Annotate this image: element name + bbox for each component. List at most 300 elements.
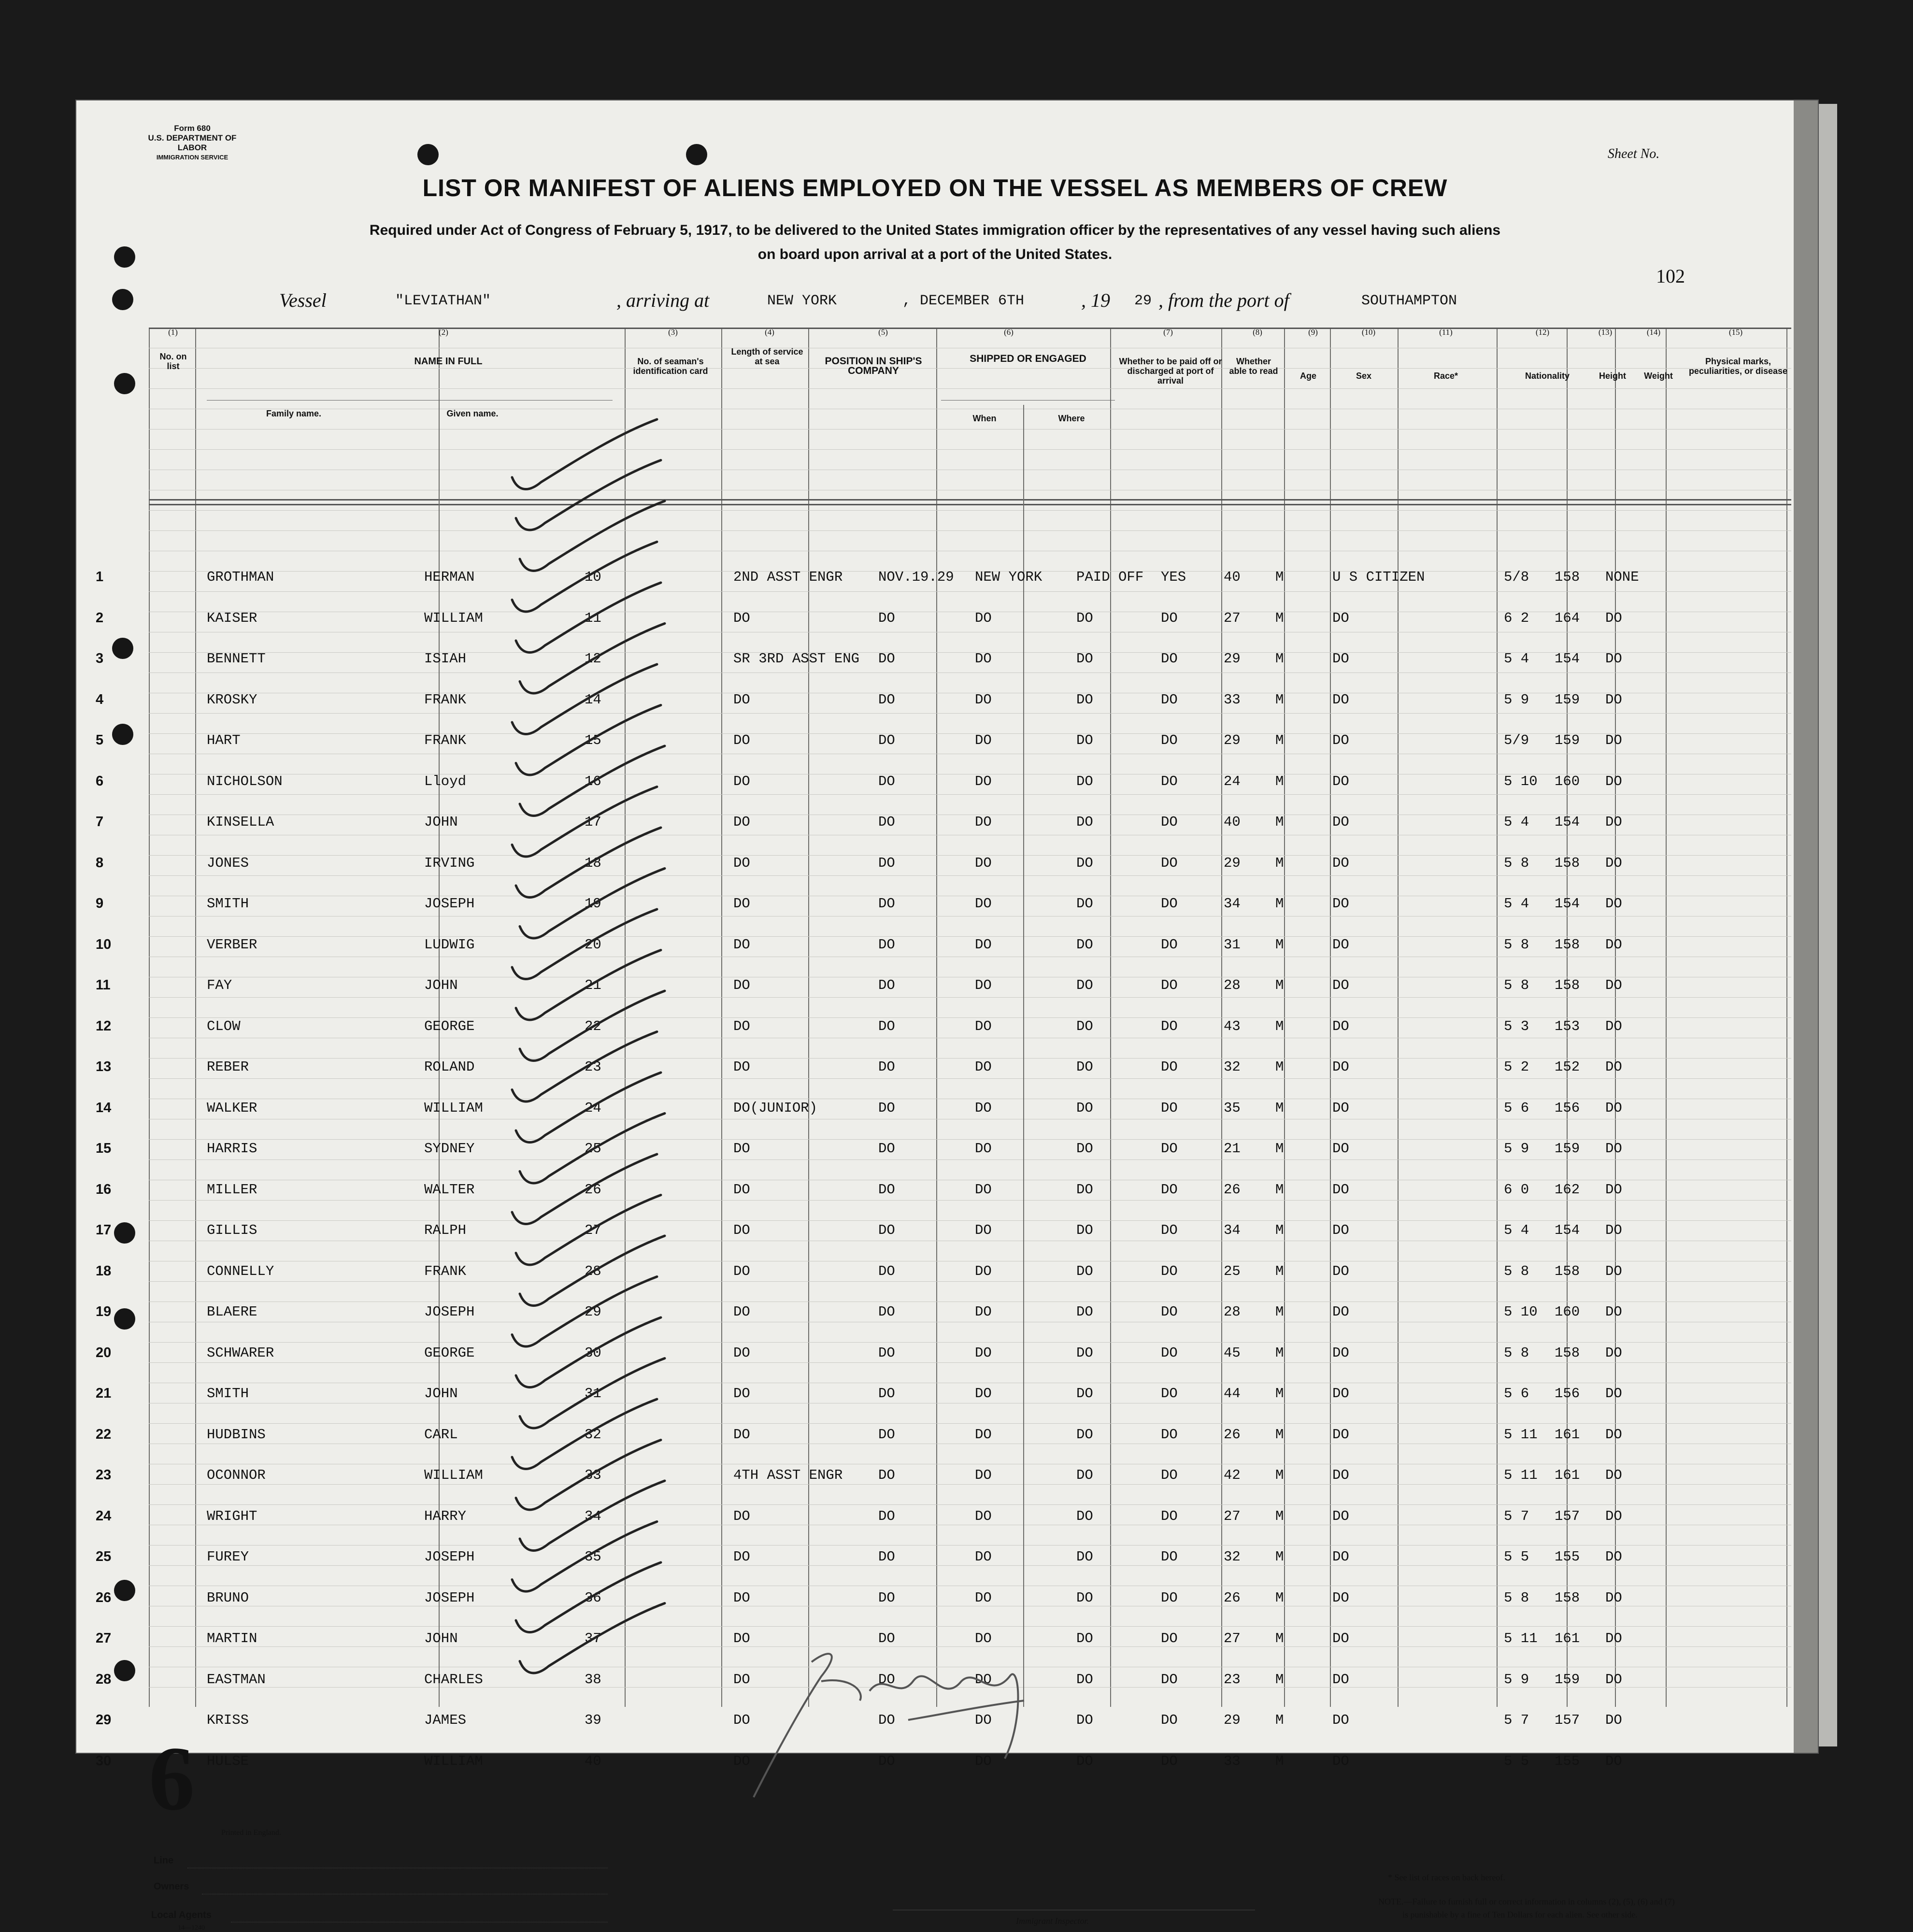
check-marks: [512, 419, 665, 1673]
cell-position: DO: [733, 610, 750, 626]
check-mark: [516, 705, 661, 775]
cell-paid: DO: [1076, 977, 1093, 993]
year-prefix: , 19: [1081, 289, 1110, 311]
printed-in-england: Printed in England.: [221, 1829, 281, 1837]
cell-paid: DO: [1076, 1304, 1093, 1320]
cell-paid: DO: [1076, 1426, 1093, 1443]
cell-family: CLOW: [207, 1018, 241, 1034]
cell-where: DO: [975, 977, 992, 993]
cell-read: DO: [1161, 1671, 1178, 1688]
cell-paid: PAID OFF: [1076, 569, 1144, 585]
cell-given: RALPH: [424, 1222, 467, 1238]
departure-port: SOUTHAMPTON: [1361, 293, 1457, 309]
cell-given: JAMES: [424, 1712, 467, 1728]
cell-read: DO: [1161, 1712, 1178, 1728]
cell-family: FAY: [207, 977, 232, 993]
cell-sex: M: [1275, 1549, 1284, 1565]
cell-family: HULSE: [207, 1753, 249, 1769]
cell-race: DO: [1332, 651, 1349, 667]
cell-sex: M: [1275, 1671, 1284, 1688]
cell-height: 5 8: [1504, 1263, 1529, 1279]
cell-family: FUREY: [207, 1549, 249, 1565]
cell-weight: 158: [1555, 1589, 1580, 1606]
cell-position: DO: [733, 814, 750, 830]
col-num-14: (14): [1646, 328, 1661, 337]
check-mark: [520, 1114, 665, 1183]
cell-marks: DO: [1605, 1426, 1622, 1443]
cell-marks: DO: [1605, 1018, 1622, 1034]
header-given-name: Given name.: [446, 409, 499, 418]
cell-position: DO: [733, 1631, 750, 1646]
race-footnote: * See list of races on back hereof.: [1388, 1873, 1505, 1882]
cell-when: DO: [878, 1467, 895, 1483]
cell-race: DO: [1332, 773, 1349, 789]
cell-where: DO: [975, 1222, 992, 1238]
header-paid-off: Whether to be paid off or discharged at port of arrival: [1119, 357, 1222, 386]
cell-age: 33: [1224, 1753, 1241, 1769]
cell-no: 3: [96, 651, 104, 666]
cell-read: DO: [1161, 896, 1178, 912]
cell-weight: 160: [1555, 1304, 1580, 1320]
cell-no: 26: [96, 1589, 112, 1605]
header-able-read: Whether able to read: [1229, 357, 1278, 376]
requirement-line-2: on board upon arrival at a port of the United States.: [757, 246, 1113, 262]
cell-no: 5: [96, 732, 104, 748]
cell-where: DO: [975, 1263, 992, 1279]
cell-age: 45: [1224, 1345, 1241, 1361]
cell-where: DO: [975, 1426, 992, 1443]
cell-where: DO: [975, 1100, 992, 1116]
cell-family: BENNETT: [207, 651, 266, 667]
cell-card: 10: [585, 569, 601, 585]
cell-family: BLAERE: [207, 1304, 257, 1320]
header-shipped-engaged: SHIPPED OR ENGAGED: [970, 353, 1086, 364]
cell-card: 36: [585, 1589, 601, 1606]
col-num-12: (12): [1535, 328, 1550, 337]
cell-no: 12: [96, 1018, 112, 1034]
col-num-4: (4): [765, 328, 774, 337]
cell-read: DO: [1161, 1059, 1178, 1075]
cell-race: DO: [1332, 1263, 1349, 1279]
cell-weight: 158: [1555, 936, 1580, 953]
cell-race: DO: [1332, 1712, 1349, 1728]
cell-race: DO: [1332, 691, 1349, 708]
cell-race: DO: [1332, 1386, 1349, 1402]
cell-weight: 158: [1555, 855, 1580, 871]
cell-paid: DO: [1076, 1222, 1093, 1238]
cell-paid: DO: [1076, 936, 1093, 953]
cell-age: 40: [1224, 569, 1241, 585]
cell-age: 27: [1224, 610, 1241, 626]
cell-sex: M: [1275, 1141, 1284, 1157]
cell-height: 5 11: [1504, 1467, 1538, 1483]
inspector-signature: [754, 1654, 1024, 1797]
cell-sex: M: [1275, 1059, 1284, 1075]
cell-sex: M: [1275, 977, 1284, 993]
cell-height: 5 10: [1504, 773, 1538, 789]
cell-read: DO: [1161, 814, 1178, 830]
cell-height: 5 10: [1504, 1304, 1538, 1320]
cell-when: DO: [878, 1222, 895, 1238]
cell-no: 21: [96, 1386, 112, 1401]
cell-given: WILLIAM: [424, 610, 483, 626]
cell-read: DO: [1161, 773, 1178, 789]
header-position: POSITION IN SHIP'S COMPANY: [825, 356, 922, 376]
check-mark: [516, 1195, 661, 1265]
cell-marks: DO: [1605, 1345, 1622, 1361]
sheet-mark: 6: [149, 1728, 195, 1830]
cell-when: DO: [878, 1549, 895, 1565]
cell-family: KINSELLA: [207, 814, 274, 830]
cell-card: 33: [585, 1467, 601, 1483]
cell-paid: DO: [1076, 1386, 1093, 1402]
immigrant-inspector-label: Immigrant Inspector.: [1016, 1916, 1089, 1926]
cell-when: DO: [878, 691, 895, 708]
cell-read: DO: [1161, 1222, 1178, 1238]
cell-marks: DO: [1605, 936, 1622, 953]
cell-position: DO: [733, 1059, 750, 1075]
cell-card: 32: [585, 1426, 601, 1443]
cell-race: DO: [1332, 896, 1349, 912]
cell-marks: DO: [1605, 1222, 1622, 1238]
check-mark: [520, 1603, 665, 1673]
header-name-in-full: NAME IN FULL: [414, 356, 483, 367]
cell-when: DO: [878, 1345, 895, 1361]
cell-when: DO: [878, 1141, 895, 1157]
arrival-date: , DECEMBER 6TH: [902, 293, 1025, 309]
cell-position: DO: [733, 1671, 750, 1688]
cell-where: DO: [975, 1753, 992, 1769]
cell-position: DO: [733, 855, 750, 871]
cell-age: 42: [1224, 1467, 1241, 1483]
cell-no: 15: [96, 1141, 112, 1156]
cell-given: CARL: [424, 1426, 458, 1443]
cell-age: 44: [1224, 1386, 1241, 1402]
cell-no: 30: [96, 1753, 112, 1769]
cell-weight: 161: [1555, 1467, 1580, 1483]
cell-family: SMITH: [207, 896, 249, 912]
cell-no: 14: [96, 1100, 112, 1116]
cell-paid: DO: [1076, 1712, 1093, 1728]
cell-when: DO: [878, 1304, 895, 1320]
header-race: Race*: [1433, 371, 1458, 381]
cell-marks: DO: [1605, 1631, 1622, 1646]
cell-card: 34: [585, 1508, 601, 1524]
service-name: IMMIGRATION SERVICE: [156, 154, 228, 161]
cell-marks: DO: [1605, 1753, 1622, 1769]
cell-read: DO: [1161, 610, 1178, 626]
cell-sex: M: [1275, 1386, 1284, 1402]
cell-weight: 152: [1555, 1059, 1580, 1075]
from-port-label: , from the port of: [1158, 289, 1289, 311]
cell-paid: DO: [1076, 1181, 1093, 1198]
cell-when: DO: [878, 732, 895, 748]
cell-given: JOHN: [424, 1386, 458, 1402]
cell-sex: M: [1275, 1304, 1284, 1320]
cell-height: 5 8: [1504, 1345, 1529, 1361]
cell-card: 22: [585, 1018, 601, 1034]
cell-weight: 154: [1555, 896, 1580, 912]
cell-marks: DO: [1605, 1712, 1622, 1728]
cell-weight: 153: [1555, 1018, 1580, 1034]
cell-paid: DO: [1076, 1631, 1093, 1646]
cell-given: WALTER: [424, 1181, 475, 1198]
local-agents-label: Local Agents: [151, 1910, 212, 1920]
cell-position: DO: [733, 896, 750, 912]
cell-card: 11: [585, 610, 601, 626]
cell-given: GEORGE: [424, 1018, 475, 1034]
department-name: U.S. DEPARTMENT OF LABOR: [148, 133, 237, 152]
col-num-11: (11): [1439, 328, 1453, 337]
cell-sex: M: [1275, 855, 1284, 871]
cell-family: HUDBINS: [207, 1426, 266, 1443]
cell-family: BRUNO: [207, 1589, 249, 1606]
cell-where: DO: [975, 855, 992, 871]
cell-given: HARRY: [424, 1508, 467, 1524]
col-num-2: (2): [439, 328, 448, 337]
cell-read: DO: [1161, 1467, 1178, 1483]
check-mark: [516, 1073, 661, 1142]
cell-read: DO: [1161, 1426, 1178, 1443]
cell-given: FRANK: [424, 691, 467, 708]
cell-card: 19: [585, 896, 601, 912]
cell-when: DO: [878, 1631, 895, 1646]
cell-read: DO: [1161, 691, 1178, 708]
cell-read: YES: [1161, 569, 1186, 585]
cell-no: 19: [96, 1304, 112, 1319]
arriving-label: , arriving at: [616, 289, 710, 311]
cell-marks: DO: [1605, 610, 1622, 626]
cell-where: DO: [975, 1712, 992, 1728]
cell-when: DO: [878, 651, 895, 667]
cell-card: 39: [585, 1712, 601, 1728]
cell-sex: M: [1275, 1753, 1284, 1769]
cell-where: DO: [975, 651, 992, 667]
cell-race: DO: [1332, 1589, 1349, 1606]
cell-card: 16: [585, 773, 601, 789]
penalty-note-line-2: is punishable by a fine of Ten Dollars for each alien. See other side.: [1402, 1910, 1638, 1919]
header-sex: Sex: [1356, 371, 1372, 381]
cell-age: 29: [1224, 1712, 1241, 1728]
cell-height: 5 8: [1504, 936, 1529, 953]
cell-marks: DO: [1605, 1059, 1622, 1075]
cell-read: DO: [1161, 977, 1178, 993]
cell-sex: M: [1275, 1589, 1284, 1606]
header-length-service: Length of service at sea: [731, 347, 803, 366]
cell-when: DO: [878, 977, 895, 993]
cell-position: DO: [733, 1345, 750, 1361]
cell-sex: M: [1275, 1631, 1284, 1646]
cell-position: DO: [733, 1141, 750, 1157]
check-mark: [516, 950, 661, 1020]
cell-no: 22: [96, 1426, 112, 1442]
cell-height: 5/9: [1504, 732, 1529, 748]
cell-height: 5 11: [1504, 1426, 1538, 1443]
cell-read: DO: [1161, 651, 1178, 667]
cell-where: DO: [975, 1181, 992, 1198]
cell-height: 5 9: [1504, 691, 1529, 708]
cell-race: DO: [1332, 1345, 1349, 1361]
cell-position: DO: [733, 732, 750, 748]
cell-position: DO: [733, 1508, 750, 1524]
cell-given: GEORGE: [424, 1345, 475, 1361]
cell-paid: DO: [1076, 1467, 1093, 1483]
cell-weight: 155: [1555, 1753, 1580, 1769]
cell-given: HERMAN: [424, 569, 475, 585]
header-weight: Weight: [1644, 371, 1673, 381]
cell-sex: M: [1275, 610, 1284, 626]
cell-race: DO: [1332, 814, 1349, 830]
cell-paid: DO: [1076, 1345, 1093, 1361]
cell-no: 17: [96, 1222, 112, 1238]
cell-given: JOSEPH: [424, 1589, 475, 1606]
cell-marks: DO: [1605, 691, 1622, 708]
cell-where: DO: [975, 896, 992, 912]
check-mark: [512, 664, 657, 734]
cell-when: DO: [878, 855, 895, 871]
cell-no: 16: [96, 1181, 112, 1197]
check-mark: [512, 787, 657, 857]
check-mark: [512, 1522, 657, 1591]
cell-marks: DO: [1605, 1549, 1622, 1565]
cell-where: DO: [975, 732, 992, 748]
cell-race: DO: [1332, 1508, 1349, 1524]
cell-card: 35: [585, 1549, 601, 1565]
cell-family: NICHOLSON: [207, 773, 283, 789]
cell-paid: DO: [1076, 1671, 1093, 1688]
cell-read: DO: [1161, 1304, 1178, 1320]
cell-marks: DO: [1605, 1304, 1622, 1320]
check-mark: [512, 1277, 657, 1346]
header-when: When: [972, 414, 997, 423]
check-mark: [516, 1440, 661, 1510]
cell-no: 13: [96, 1059, 112, 1074]
cell-card: 12: [585, 651, 601, 667]
cell-position: DO: [733, 1263, 750, 1279]
cell-read: DO: [1161, 1018, 1178, 1034]
cell-where: DO: [975, 1141, 992, 1157]
cell-height: 5 7: [1504, 1712, 1529, 1728]
cell-given: JOHN: [424, 814, 458, 830]
cell-card: 31: [585, 1386, 601, 1402]
cell-marks: DO: [1605, 773, 1622, 789]
cell-where: NEW YORK: [975, 569, 1042, 585]
cell-card: 18: [585, 855, 601, 871]
cell-weight: 158: [1555, 1263, 1580, 1279]
cell-read: DO: [1161, 1141, 1178, 1157]
cell-marks: DO: [1605, 1671, 1622, 1688]
cell-no: 7: [96, 814, 104, 830]
cell-no: 10: [96, 936, 112, 952]
cell-paid: DO: [1076, 1549, 1093, 1565]
cell-weight: 159: [1555, 732, 1580, 748]
cell-when: DO: [878, 1589, 895, 1606]
cell-sex: M: [1275, 936, 1284, 953]
cell-race: DO: [1332, 1018, 1349, 1034]
check-mark: [520, 991, 665, 1060]
cell-age: 33: [1224, 691, 1241, 708]
arrival-port: NEW YORK: [767, 293, 837, 309]
cell-card: 20: [585, 936, 601, 953]
cell-race: DO: [1332, 1671, 1349, 1688]
cell-height: 6 2: [1504, 610, 1529, 626]
check-mark: [512, 542, 657, 612]
cell-marks: DO: [1605, 1141, 1622, 1157]
cell-marks: DO: [1605, 732, 1622, 748]
cell-when: DO: [878, 773, 895, 789]
cell-family: SCHWARER: [207, 1345, 274, 1361]
cell-sex: M: [1275, 569, 1284, 585]
cell-race: DO: [1332, 855, 1349, 871]
check-mark: [512, 419, 657, 489]
cell-sex: M: [1275, 1263, 1284, 1279]
cell-family: MARTIN: [207, 1631, 257, 1646]
vessel-label: Vessel: [279, 289, 327, 311]
cell-marks: DO: [1605, 651, 1622, 667]
cell-marks: NONE: [1605, 569, 1639, 585]
cell-age: 29: [1224, 651, 1241, 667]
cell-age: 34: [1224, 896, 1241, 912]
form-code: 14—1240: [178, 1924, 205, 1932]
cell-given: LUDWIG: [424, 936, 475, 953]
cell-when: DO: [878, 1018, 895, 1034]
cell-height: 5 8: [1504, 855, 1529, 871]
cell-weight: 158: [1555, 1345, 1580, 1361]
cell-given: JOSEPH: [424, 896, 475, 912]
cell-height: 5 6: [1504, 1386, 1529, 1402]
cell-family: GROTHMAN: [207, 569, 274, 585]
cell-height: 5 4: [1504, 896, 1529, 912]
col-num-1: (1): [168, 328, 178, 337]
cell-where: DO: [975, 814, 992, 830]
cell-given: WILLIAM: [424, 1467, 483, 1483]
cell-age: 27: [1224, 1508, 1241, 1524]
cell-given: IRVING: [424, 855, 475, 871]
owners-label: Owners: [154, 1881, 189, 1892]
cell-paid: DO: [1076, 1263, 1093, 1279]
cell-where: DO: [975, 1671, 992, 1688]
check-mark: [520, 501, 665, 571]
cell-height: 5 7: [1504, 1508, 1529, 1524]
cell-position: DO: [733, 691, 750, 708]
cell-read: DO: [1161, 1181, 1178, 1198]
cell-weight: 157: [1555, 1508, 1580, 1524]
header-nationality: Nationality: [1525, 371, 1570, 381]
cell-age: 29: [1224, 732, 1241, 748]
cell-age: 27: [1224, 1631, 1241, 1646]
cell-sex: M: [1275, 1467, 1284, 1483]
cell-position: DO: [733, 773, 750, 789]
cell-when: DO: [878, 1508, 895, 1524]
cell-where: DO: [975, 1467, 992, 1483]
cell-weight: 156: [1555, 1386, 1580, 1402]
cell-paid: DO: [1076, 855, 1093, 871]
cell-card: 28: [585, 1263, 601, 1279]
cell-when: DO: [878, 1059, 895, 1075]
cell-read: DO: [1161, 936, 1178, 953]
cell-race: DO: [1332, 977, 1349, 993]
cell-height: 6 0: [1504, 1181, 1529, 1198]
cell-sex: M: [1275, 1181, 1284, 1198]
cell-sex: M: [1275, 1222, 1284, 1238]
cell-family: WALKER: [207, 1100, 257, 1116]
cell-position: DO: [733, 977, 750, 993]
cell-height: 5 6: [1504, 1100, 1529, 1116]
cell-weight: 159: [1555, 1141, 1580, 1157]
cell-position: DO: [733, 1753, 750, 1769]
cell-family: GILLIS: [207, 1222, 257, 1238]
cell-where: DO: [975, 610, 992, 626]
